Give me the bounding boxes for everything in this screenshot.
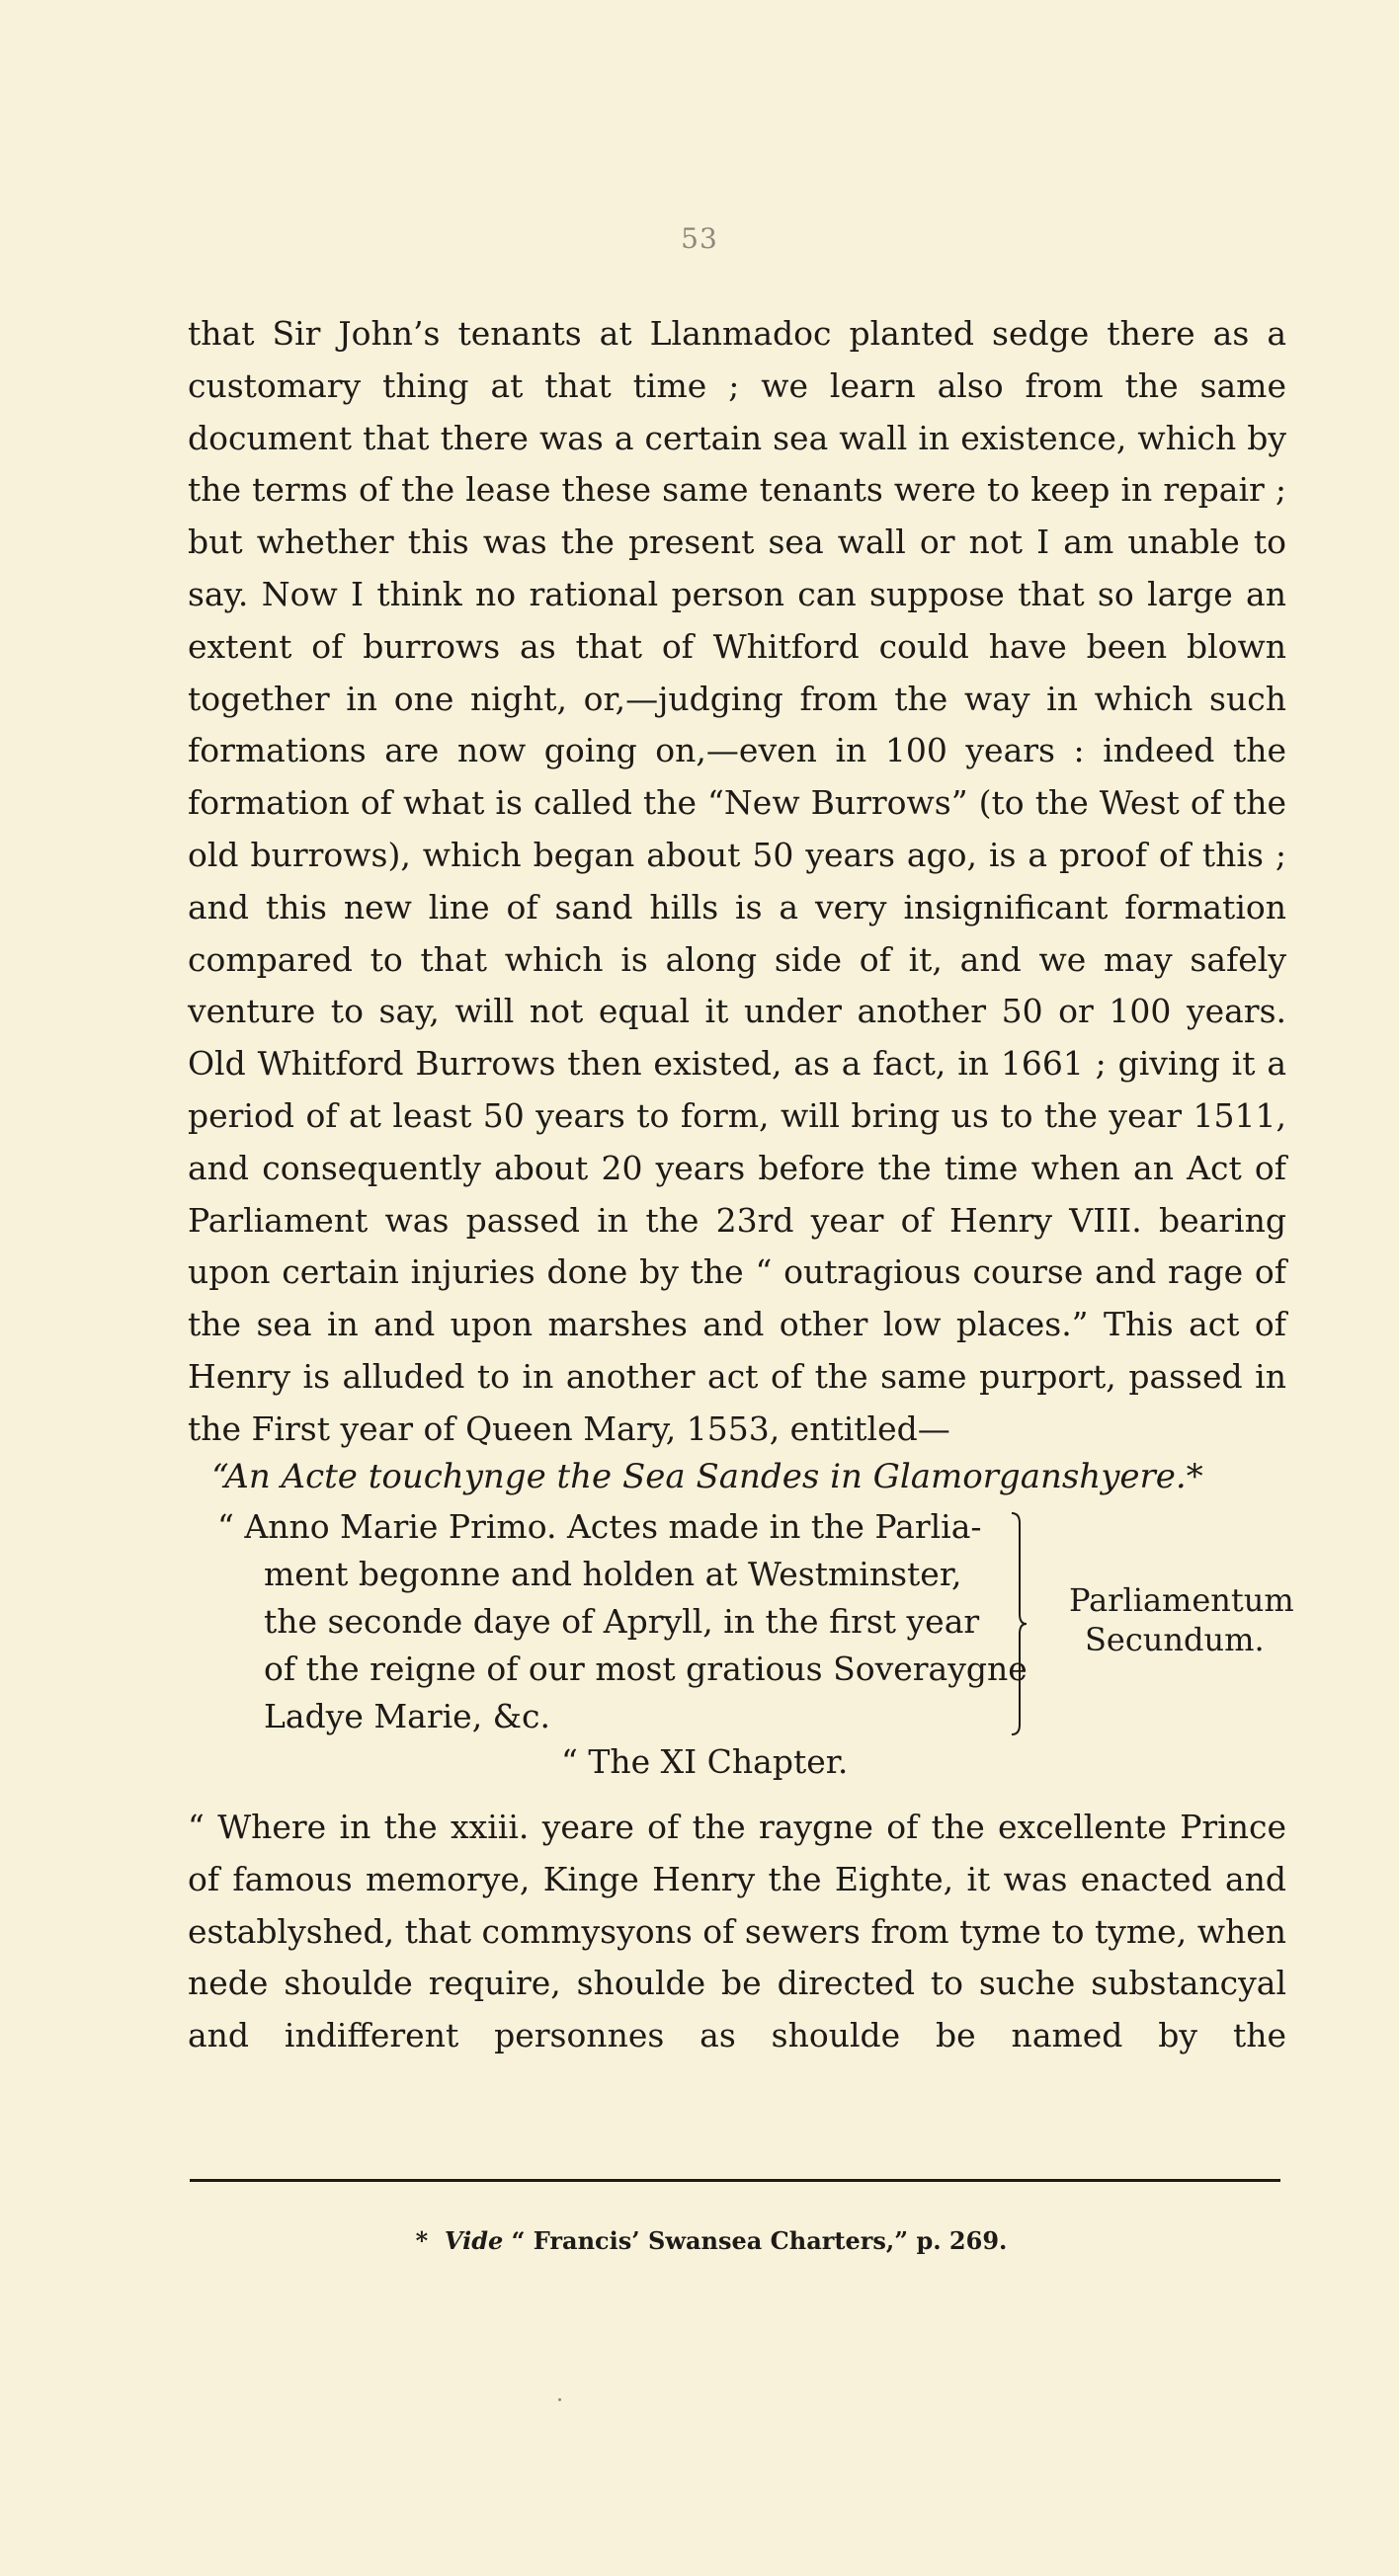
- curly-brace-icon: [1010, 1511, 1028, 1736]
- side-note: [1069, 1580, 1294, 1659]
- footnote: [0, 2226, 1399, 2255]
- act-heading-text: [217, 1503, 1028, 1740]
- act-heading-line: of the reigne of our most gratious Soveraygne: [264, 1650, 1028, 1688]
- paper-speck: [558, 2398, 561, 2401]
- footnote-divider: [190, 2179, 1280, 2182]
- footnote-marker: *: [415, 2226, 429, 2255]
- quote-paragraph: “ Where in the xxiii. yeare of the raygne of the excellente Prince of famous memorye, Kinge Henry the Eighte, it was enacted and establyshed, that commysyons of sewers from tyme to tyme, when nede shoulde require, shoulde be directed to suche substancyal and indifferent personnes as shoulde be named by the: [188, 1808, 1286, 2055]
- act-heading-line: the seconde daye of Apryll, in the first year: [264, 1602, 980, 1641]
- side-note-line: Secundum.: [1085, 1621, 1265, 1658]
- body-paragraph: that Sir John’s tenants at Llanmadoc planted sedge there as a customary thing at that time ; we learn also from the same document that there was a certain sea wall in existence, which by the terms of the lease these same tenants were to keep in repair ; but whether this was the present sea wall or not I am unable to say. Now I think no rational person can suppose that so large an extent of burrows as that of Whitford could have been blown together in one night, or,—judging from the way in which such formations are now going on,—even in 100 years : indeed the formation of what is called the “New Burrows” (to the West of the old burrows), which began about 50 years ago, is a proof of this ; and this new line of sand hills is a very insignificant formation compared to that which is along side of it, and we may safely venture to say, will not equal it under another 50 or 100 years. Old Whitford Burrows then existed, as a fact, in 1661 ; giving it a period of at least 50 years to form, will bring us to the year 1511, and consequently about 20 years before the time when an Act of Parliament was passed in the 23rd year of Henry VIII. bearing upon certain injuries done by the “ outragious course and rage of the sea in and upon marshes and other low places.” This act of Henry is alluded to in another act of the same purport, passed in the First year of Queen Mary, 1553, entitled—: [188, 314, 1286, 1448]
- act-title: “An Acte touchynge the Sea Sandes in Glamorganshyere.*: [211, 1457, 1203, 1496]
- act-heading-block: [217, 1503, 1344, 1740]
- chapter-heading: “ The XI Chapter.: [561, 1742, 849, 1781]
- footnote-text: “ Francis’ Swansea Charters,” p. 269.: [511, 2226, 1008, 2255]
- act-heading-line: Ladye Marie, &c.: [264, 1697, 551, 1735]
- page-number: 53: [681, 222, 718, 255]
- footnote-vide: Vide: [444, 2226, 504, 2255]
- side-note-line: Parliamentum: [1069, 1581, 1294, 1619]
- act-heading-line: ment begonne and holden at Westminster,: [264, 1555, 962, 1593]
- act-heading-line: “ Anno Marie Primo. Actes made in the Parlia-: [217, 1507, 982, 1546]
